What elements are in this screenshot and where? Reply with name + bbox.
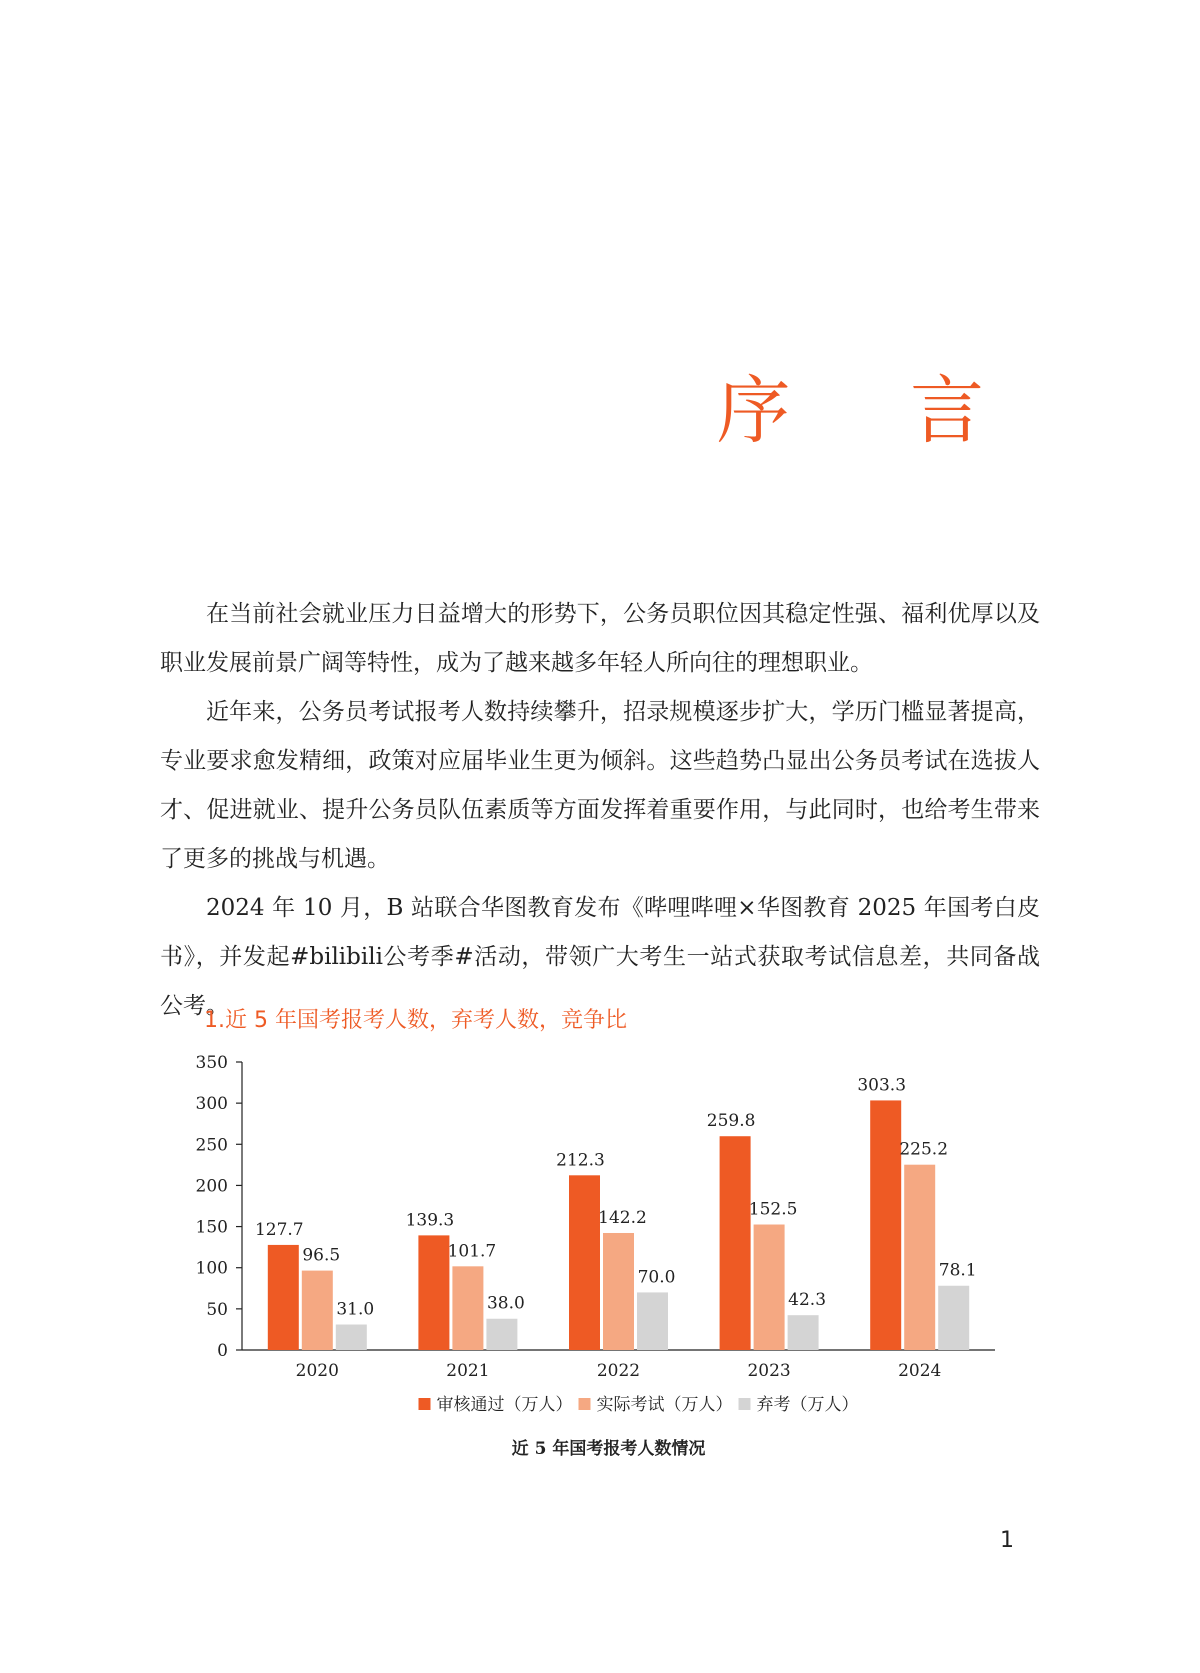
bar [452, 1266, 483, 1350]
data-label: 139.3 [405, 1210, 455, 1231]
data-label: 38.0 [486, 1293, 525, 1314]
data-label: 31.0 [336, 1299, 375, 1320]
x-tick-label: 2024 [898, 1361, 942, 1381]
bar [418, 1235, 449, 1350]
paragraph: 近年来，公务员考试报考人数持续攀升，招录规模逐步扩大，学历门槛显著提高，专业要求愈发精细，政策对应届毕业生更为倾斜。这些趋势凸显出公务员考试在选拔人才、促进就业、提升公务员队伍素质等方面发挥着重要作用，与此同时，也给考生带来了更多的挑战与机遇。 [160, 699, 1040, 872]
bar [788, 1315, 819, 1350]
legend-swatch [419, 1398, 431, 1410]
x-tick-label: 2023 [747, 1361, 791, 1381]
y-tick-label: 50 [206, 1299, 228, 1320]
bar [720, 1136, 751, 1350]
data-label: 96.5 [302, 1245, 341, 1266]
y-tick-label: 100 [195, 1258, 228, 1279]
preface-body [160, 590, 1040, 1031]
y-tick-label: 150 [195, 1217, 228, 1238]
data-label: 212.3 [556, 1150, 605, 1171]
data-label: 259.8 [706, 1111, 756, 1132]
x-tick-label: 2022 [596, 1361, 641, 1381]
legend-label: 弃考（万人） [756, 1395, 859, 1415]
page-number: 1 [1000, 1528, 1014, 1553]
paragraph: 2024 年 10 月，B 站联合华图教育发布《哔哩哔哩×华图教育 2025 年国考白皮书》，并发起#bilibili公考季#活动，带领广大考生一站式获取考试信息差，共同备战公考。 [160, 895, 1040, 1019]
y-tick-label: 250 [195, 1135, 228, 1156]
page-title: 序 言 [716, 368, 1032, 454]
bar [302, 1271, 333, 1350]
data-label: 127.7 [254, 1219, 304, 1240]
data-label: 78.1 [938, 1260, 977, 1281]
bar [904, 1165, 935, 1350]
data-label: 70.0 [637, 1267, 676, 1288]
data-label: 42.3 [788, 1290, 827, 1311]
bar [268, 1245, 299, 1350]
data-label: 152.5 [748, 1199, 798, 1220]
bar [486, 1319, 517, 1350]
y-tick-label: 0 [217, 1341, 228, 1361]
paragraph: 在当前社会就业压力日益增大的形势下，公务员职位因其稳定性强、福利优厚以及职业发展前景广阔等特性，成为了越来越多年轻人所向往的理想职业。 [160, 601, 1040, 676]
bar [754, 1225, 785, 1350]
legend-swatch [739, 1398, 751, 1410]
legend-label: 实际考试（万人） [596, 1395, 733, 1415]
y-tick-label: 300 [195, 1094, 228, 1115]
chart-caption: 近 5 年国考报考人数情况 [511, 1439, 706, 1459]
x-tick-label: 2020 [295, 1361, 339, 1381]
bar [637, 1292, 668, 1350]
bar [603, 1233, 634, 1350]
bar [336, 1324, 367, 1350]
data-label: 142.2 [598, 1207, 647, 1228]
legend-label: 审核通过（万人） [436, 1395, 573, 1415]
x-tick-label: 2021 [446, 1361, 490, 1381]
chart-svg [170, 1050, 1030, 1490]
y-tick-label: 350 [195, 1053, 228, 1073]
data-label: 101.7 [447, 1241, 497, 1262]
data-label: 303.3 [857, 1075, 907, 1096]
section-heading: 1.近 5 年国考报考人数，弃考人数，竞争比 [204, 1008, 627, 1033]
data-label: 225.2 [899, 1139, 949, 1160]
y-tick-label: 200 [195, 1176, 228, 1197]
bar-chart [170, 1050, 1030, 1490]
bar [938, 1286, 969, 1350]
bar [870, 1100, 901, 1350]
bar [569, 1175, 600, 1350]
legend-swatch [579, 1398, 591, 1410]
